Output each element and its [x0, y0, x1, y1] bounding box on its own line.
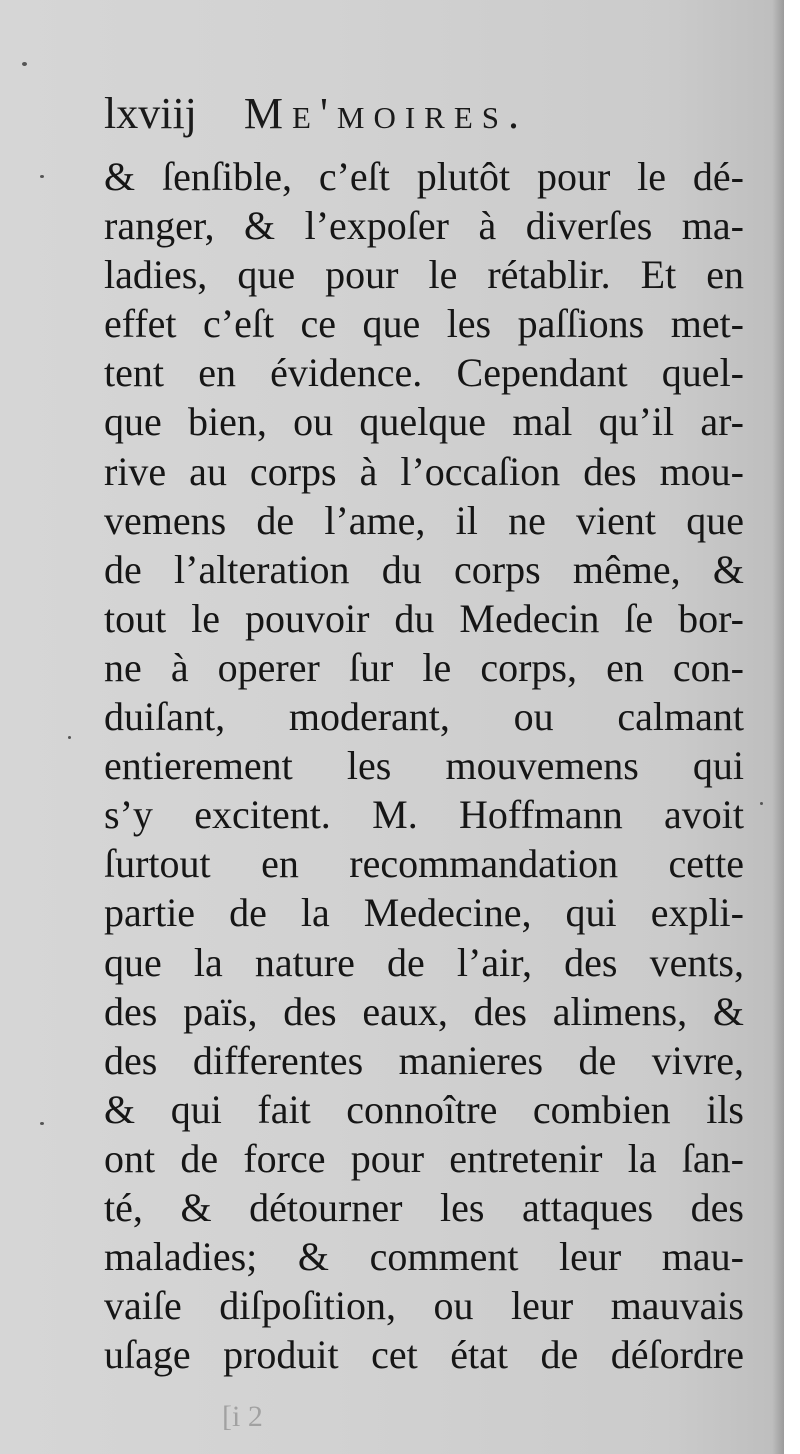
running-title: Me'moires. [243, 89, 529, 138]
text-line: tout le pouvoir du Medecin ſe bor- [104, 595, 744, 641]
paper-speck [68, 736, 71, 739]
text-line: de l’alteration du corps même, & [104, 546, 744, 592]
signature-mark: [i 2 [222, 1400, 263, 1433]
text-line: ſurtout en recommandation cette [104, 841, 744, 887]
page-number: lxviij [104, 89, 197, 138]
text-line: ne à operer ſur le corps, en con- [104, 644, 744, 690]
text-line: tent en évidence. Cependant quel- [104, 350, 744, 396]
page-edge-shadow [772, 0, 784, 1454]
text-line: des païs, des eaux, des alimens, & [104, 988, 744, 1034]
text-line: partie de la Medecine, qui expli- [104, 890, 744, 936]
paper-speck [40, 1122, 44, 1125]
text-line: ont de force pour entretenir la ſan- [104, 1135, 744, 1181]
text-line: que bien, ou quelque mal qu’il ar- [104, 399, 744, 445]
text-line: duiſant, moderant, ou calmant [104, 694, 744, 740]
text-line: & ſenſible, c’eſt plutôt pour le dé- [104, 154, 744, 199]
text-line: uſage produit cet état de déſordre [104, 1332, 744, 1378]
text-line: entierement les mouvemens qui [104, 743, 744, 789]
paper-speck [40, 175, 44, 178]
text-line: que la nature de l’air, des vents, [104, 939, 744, 985]
paper-speck [22, 62, 27, 66]
text-line: s’y excitent. M. Hoffmann avoit [104, 792, 744, 838]
text-line: vaiſe diſpoſition, ou leur mauvais [104, 1283, 744, 1329]
text-line: maladies; & comment leur mau- [104, 1234, 744, 1280]
running-head [104, 88, 528, 148]
text-line: rive au corps à l’occaſion des mou- [104, 448, 744, 494]
paper-speck [760, 802, 763, 805]
text-line: vemens de l’ame, il ne vient que [104, 497, 744, 543]
text-line: & qui fait connoître combien ils [104, 1086, 744, 1132]
text-line: ladies, que pour le rétablir. Et en [104, 252, 744, 298]
page-margin-right [784, 0, 800, 1454]
text-line: effet c’eſt ce que les paſſions met- [104, 301, 744, 347]
text-line: des differentes manieres de vivre, [104, 1037, 744, 1083]
text-line: té, & détourner les attaques des [104, 1184, 744, 1230]
body-text [104, 152, 744, 1379]
text-line: ranger, & l’expoſer à diverſes ma- [104, 203, 744, 249]
